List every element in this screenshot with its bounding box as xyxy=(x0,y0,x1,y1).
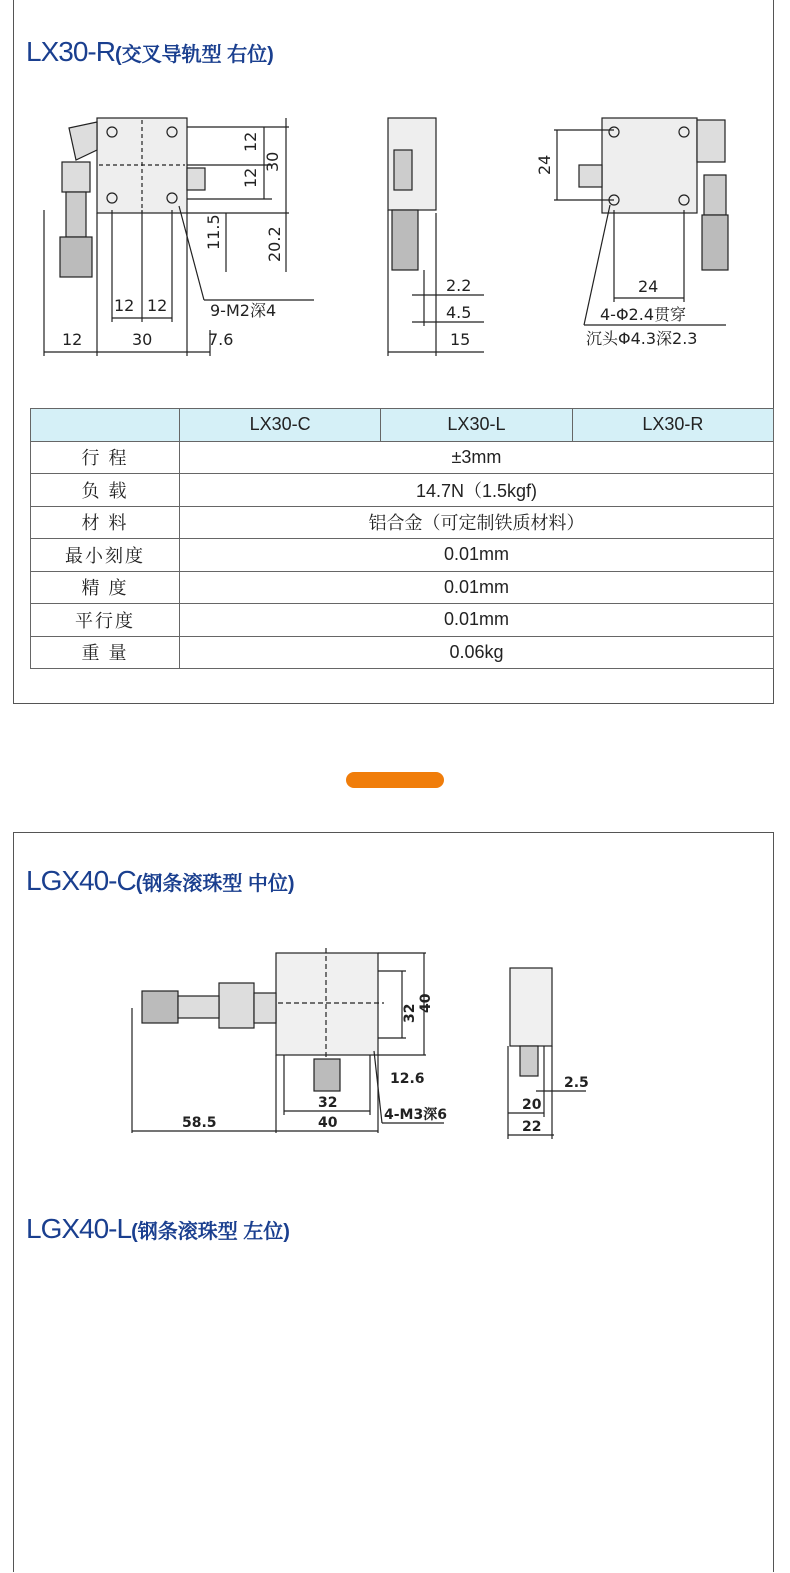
dim-40h: 40 xyxy=(318,1115,338,1131)
dim-24v: 24 xyxy=(535,154,554,175)
header-cell: LX30-L xyxy=(381,409,573,442)
thread-label: 4-M3深6 xyxy=(384,1107,447,1123)
row-value: 0.01mm xyxy=(180,604,774,637)
hole-label: 4-Φ2.4贯穿 xyxy=(600,305,686,324)
dim-30v: 30 xyxy=(263,151,282,172)
row-label: 平行度 xyxy=(31,604,180,637)
row-label: 最小刻度 xyxy=(31,539,180,572)
micrometer-knob xyxy=(142,991,178,1023)
dim-40v: 40 xyxy=(418,993,434,1013)
dim-12e: 12 xyxy=(62,330,83,349)
dim-4-5: 4.5 xyxy=(446,303,472,322)
section-divider xyxy=(346,772,444,788)
spec-table xyxy=(30,408,774,669)
title-type: (钢条滚珠型 左位) xyxy=(131,1221,290,1243)
lx30-r-drawing xyxy=(14,0,775,400)
title-type: (钢条滚珠型 中位) xyxy=(135,873,295,895)
table-header-row xyxy=(31,409,774,442)
stage-back-view xyxy=(602,118,697,213)
row-label: 材 料 xyxy=(31,506,180,539)
dim-7-6: 7.6 xyxy=(208,330,234,349)
dim-22: 22 xyxy=(522,1119,542,1135)
row-value: 0.01mm xyxy=(180,539,774,572)
row-label: 行 程 xyxy=(31,441,180,474)
row-value: 0.01mm xyxy=(180,571,774,604)
lgx40-drawings xyxy=(14,833,775,1573)
dim-20-2: 20.2 xyxy=(265,226,284,262)
dim-58-5: 58.5 xyxy=(182,1115,217,1131)
row-value: 0.06kg xyxy=(180,636,774,669)
dim-12c: 12 xyxy=(114,296,135,315)
header-cell: LX30-R xyxy=(572,409,773,442)
dim-12b: 12 xyxy=(241,167,260,188)
title-model: LGX40-C xyxy=(26,865,136,896)
table-row xyxy=(31,506,774,539)
dim-2-5: 2.5 xyxy=(564,1075,589,1091)
dim-11-5: 11.5 xyxy=(204,214,223,250)
table-row xyxy=(31,604,774,637)
header-cell: LX30-C xyxy=(180,409,381,442)
row-value: 铝合金（可定制铁质材料） xyxy=(180,506,774,539)
dim-15: 15 xyxy=(450,330,471,349)
dim-12d: 12 xyxy=(147,296,168,315)
dim-20: 20 xyxy=(522,1097,542,1113)
row-label: 负 载 xyxy=(31,474,180,507)
title-model: LGX40-L xyxy=(26,1213,132,1244)
lgx40-panel xyxy=(13,832,774,1572)
title-type: (交叉导轨型 右位) xyxy=(114,44,274,66)
table-row xyxy=(31,441,774,474)
row-label: 精 度 xyxy=(31,571,180,604)
dim-2-2: 2.2 xyxy=(446,276,472,295)
lgx40-l-title xyxy=(26,1213,290,1245)
dim-32v: 32 xyxy=(402,1003,418,1023)
header-cell xyxy=(31,409,180,442)
dim-12-6: 12.6 xyxy=(390,1071,425,1087)
dim-32h: 32 xyxy=(318,1095,338,1111)
micrometer-head xyxy=(66,192,86,237)
dim-30h: 30 xyxy=(132,330,153,349)
dim-24h: 24 xyxy=(638,277,659,296)
table-row xyxy=(31,571,774,604)
lx30-r-panel xyxy=(13,0,774,704)
table-row xyxy=(31,474,774,507)
dim-12a: 12 xyxy=(241,131,260,152)
counterbore-label: 沉头Φ4.3深2.3 xyxy=(586,329,698,348)
lgx40-c-stage xyxy=(276,953,378,1055)
title-model: LX30-R xyxy=(26,36,115,67)
thread-label: 9-M2深4 xyxy=(210,301,277,320)
row-value: 14.7N（1.5kgf) xyxy=(180,474,774,507)
row-label: 重 量 xyxy=(31,636,180,669)
table-row xyxy=(31,636,774,669)
table-row xyxy=(31,539,774,572)
row-value: ±3mm xyxy=(180,441,774,474)
